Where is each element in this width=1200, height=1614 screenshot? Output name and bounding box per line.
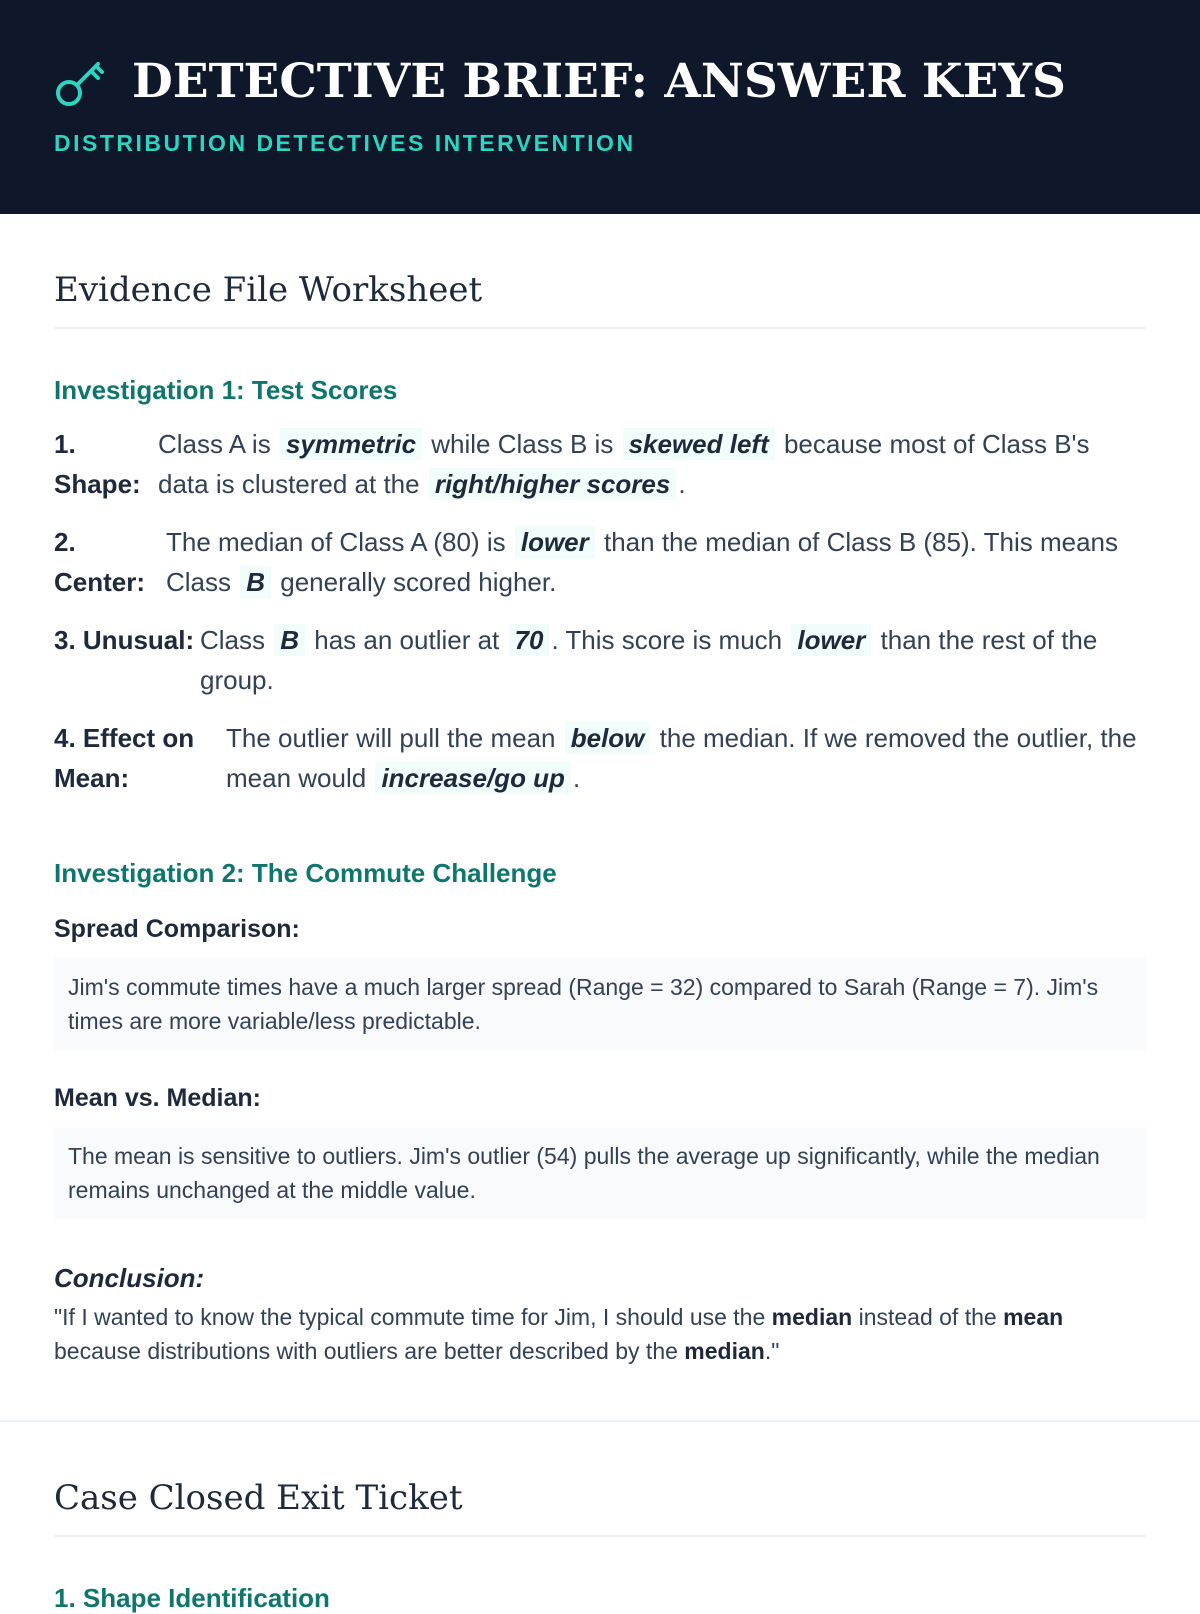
exit-ticket-content (0, 1422, 1200, 1614)
text-segment: than the rest of the group. (200, 624, 1098, 695)
text-segment: "If I wanted to know the typical commute time for Jim, I should use the (54, 1303, 766, 1330)
investigation-2-title: Investigation 2: The Commute Challenge (54, 857, 557, 888)
answer-text: increase/go up (375, 762, 571, 794)
mean-vs-median-title: Mean vs. Median: (54, 1083, 261, 1112)
conclusion-text (54, 1300, 1146, 1368)
text-segment: . (572, 762, 581, 793)
question-unusual (54, 620, 1146, 700)
question-effect-on-mean (54, 718, 1146, 798)
shape-identification-title: 1. Shape Identification (54, 1582, 330, 1613)
text-segment: . (678, 468, 686, 499)
text-segment: than the median of Class B (85). This means Class (166, 526, 1118, 597)
question-text (158, 424, 1146, 504)
key-icon (54, 56, 106, 108)
answer-text: symmetric (280, 428, 422, 460)
text-segment: while Class B is (431, 428, 614, 459)
text-segment: ." (764, 1337, 780, 1364)
bold-answer: median (684, 1337, 765, 1364)
answer-text: right/higher scores (429, 468, 677, 500)
answer-text: lower (515, 526, 595, 558)
text-segment: instead of the (858, 1303, 997, 1330)
text-segment: Class A is (158, 428, 271, 459)
text-segment: Class (200, 624, 266, 655)
question-label: 4. Effect on Mean: (54, 722, 195, 793)
exit-ticket-section-title: Case Closed Exit Ticket (54, 1422, 1146, 1537)
question-text (226, 718, 1146, 798)
page-subtitle: DISTRIBUTION DETECTIVES INTERVENTION (54, 130, 636, 157)
answer-text: 70 (509, 624, 550, 656)
question-shape (54, 424, 1146, 504)
bold-answer: mean (1003, 1303, 1064, 1330)
main-content (0, 214, 1200, 1368)
text-segment: The median of Class A (80) is (166, 526, 506, 557)
text-segment: has an outlier at (314, 624, 500, 655)
text-segment: . This score is much (551, 624, 783, 655)
text-segment: The outlier will pull the mean (226, 722, 556, 753)
worksheet-section-title: Evidence File Worksheet (54, 214, 1146, 329)
question-text (200, 620, 1146, 700)
answer-text: B (274, 624, 305, 656)
answer-text: lower (791, 624, 871, 656)
bold-answer: median (771, 1303, 853, 1330)
page-header (0, 0, 1200, 214)
text-segment: because distributions with outliers are better described by the (54, 1337, 678, 1364)
text-segment: the median. If we removed the outlier, the mean would (226, 722, 1137, 793)
answer-text: B (240, 566, 271, 598)
conclusion-title: Conclusion: (54, 1262, 205, 1293)
answer-text: below (565, 722, 651, 754)
investigation-1-title: Investigation 1: Test Scores (54, 374, 398, 405)
question-center (54, 522, 1146, 602)
question-label: 1. Shape: (54, 428, 141, 499)
question-text (166, 522, 1146, 602)
spread-comparison-answer: Jim's commute times have a much larger spread (Range = 32) compared to Sarah (Range = 7). Jim's times are more variable/less predictable. (54, 958, 1146, 1050)
answer-text: skewed left (623, 428, 775, 460)
page-title: DETECTIVE BRIEF: ANSWER KEYS (132, 54, 1066, 109)
mean-vs-median-answer: The mean is sensitive to outliers. Jim's outlier (54) pulls the average up significantly, while the median remains unchanged at the middle value. (54, 1127, 1146, 1219)
question-label: 3. Unusual: (54, 624, 195, 655)
spread-comparison-title: Spread Comparison: (54, 914, 300, 943)
text-segment: because most of Class B's data is clustered at the (158, 428, 1090, 499)
question-label: 2. Center: (54, 526, 146, 597)
text-segment: generally scored higher. (280, 566, 557, 597)
header-title-row (54, 54, 1146, 110)
